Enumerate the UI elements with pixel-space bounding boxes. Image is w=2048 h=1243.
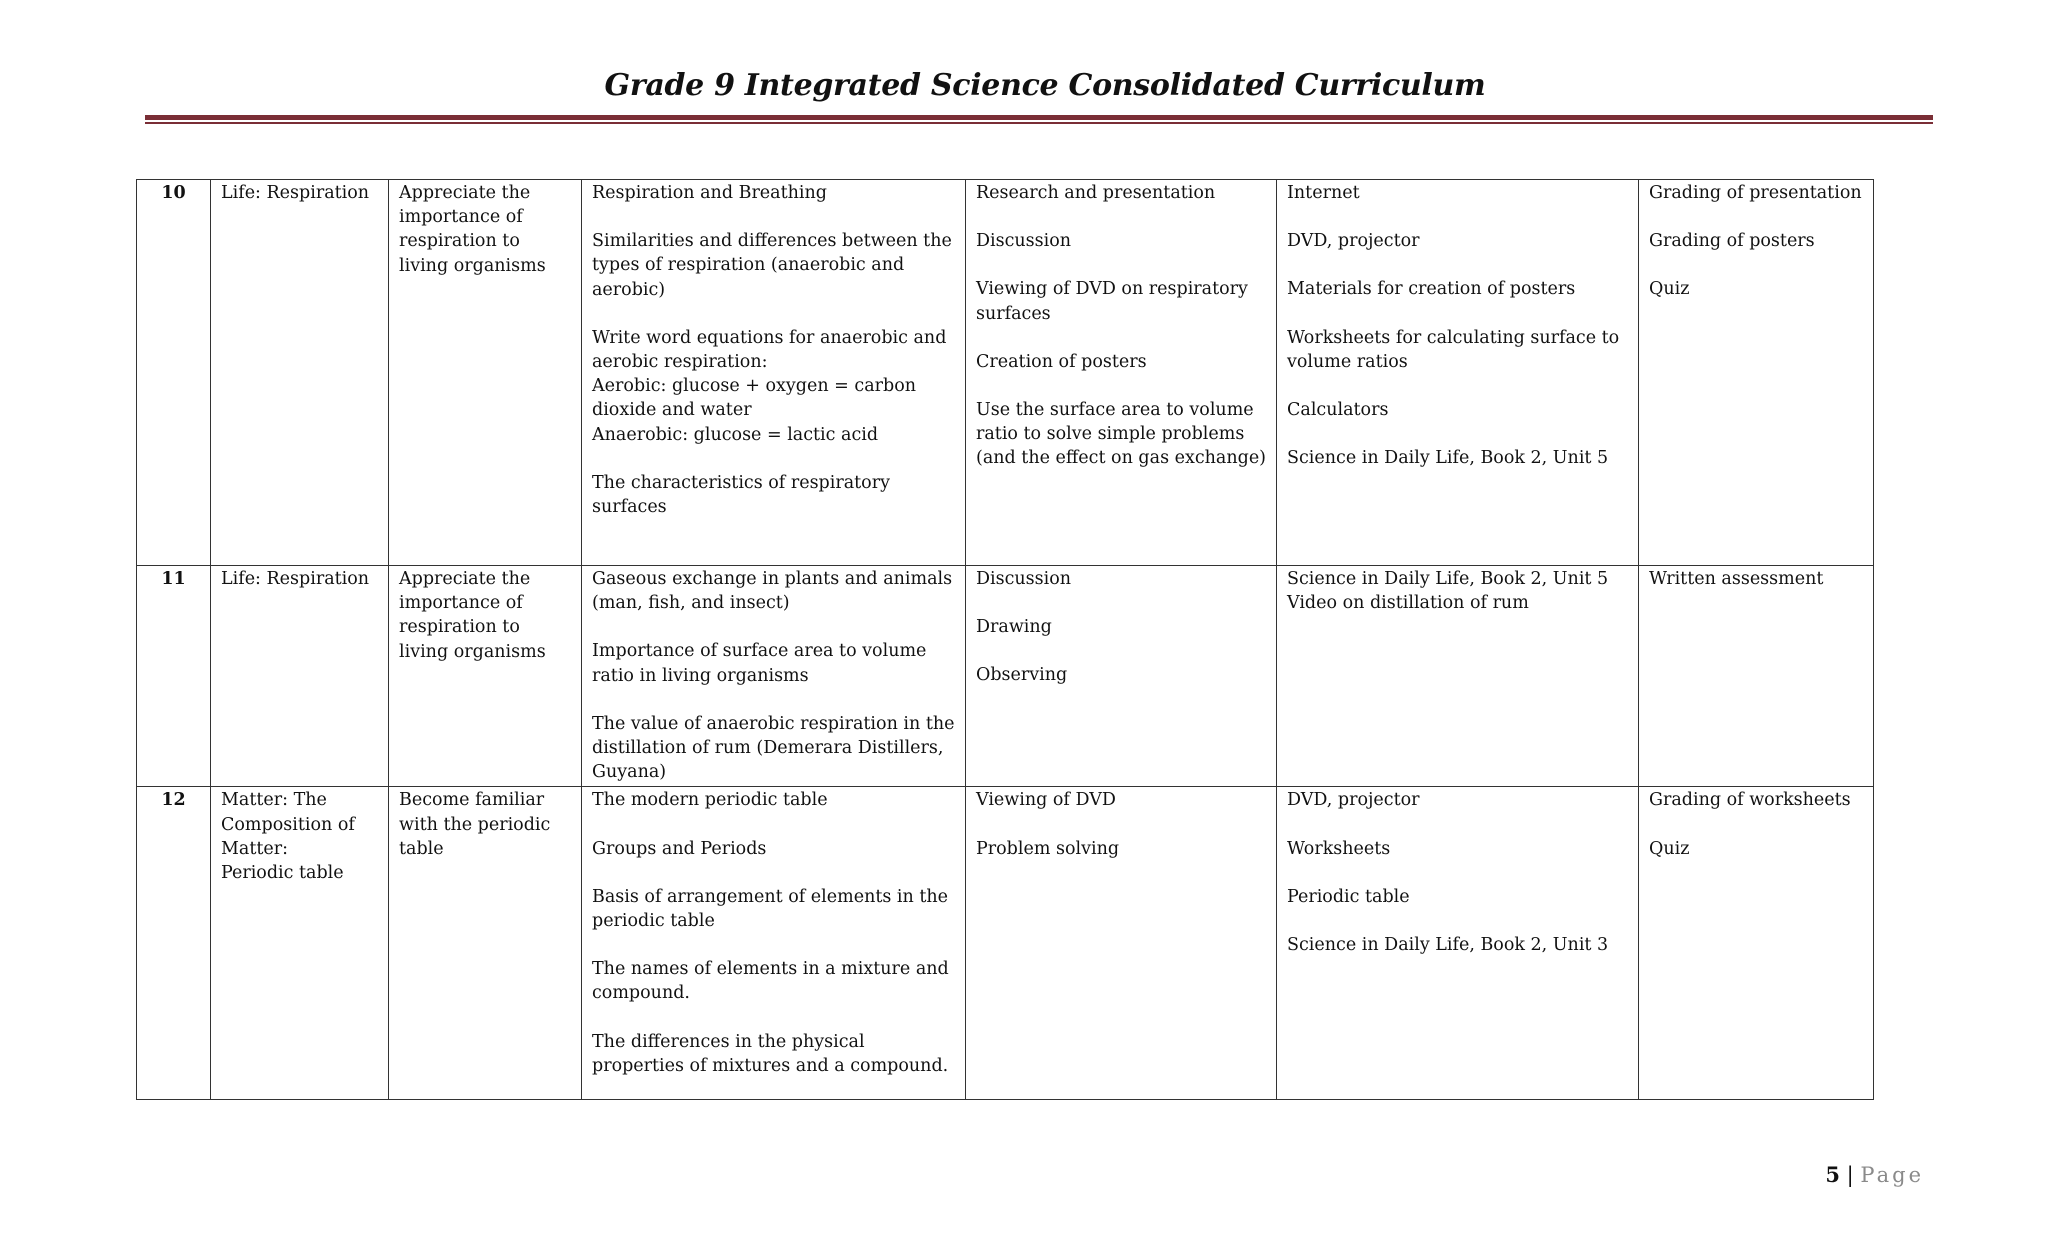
paragraph-gap [1649, 813, 1863, 837]
objective-line: living organisms [399, 641, 546, 662]
paragraph-gap [1287, 813, 1628, 837]
topic-cell [211, 787, 389, 1100]
content-line: Gaseous exchange in plants and animals [592, 569, 953, 589]
paragraph-gap [1649, 205, 1863, 229]
topic-line: Life: Respiration [221, 183, 370, 203]
topic-line: Composition of [221, 814, 355, 835]
resources-line: Worksheets for calculating surface to [1287, 327, 1620, 348]
content-line: The modern periodic table [592, 790, 828, 811]
page-footer [1825, 1162, 1924, 1187]
content-line: ratio in living organisms [592, 665, 809, 686]
resources-line: Materials for creation of posters [1287, 279, 1576, 300]
paragraph-gap [592, 615, 955, 639]
activities-line: Discussion [976, 569, 1072, 589]
paragraph-gap [976, 205, 1266, 229]
resources-line: DVD, projector [1287, 790, 1420, 811]
objective-line: respiration to [399, 231, 520, 252]
table-row [137, 180, 1874, 566]
activities-line: Viewing of DVD on respiratory [976, 279, 1248, 300]
assessment-cell [1639, 566, 1874, 787]
paragraph-gap [1287, 861, 1628, 885]
topic-cell [211, 566, 389, 787]
table-body [137, 180, 1874, 1100]
activities-cell [966, 787, 1277, 1100]
assessment-line: Grading of presentation [1649, 183, 1862, 203]
paragraph-gap [976, 813, 1266, 837]
content-line: surfaces [592, 497, 667, 518]
table-row [137, 787, 1874, 1100]
content-line: Similarities and differences between the [592, 231, 952, 252]
activities-cell [966, 180, 1277, 566]
content-line: The names of elements in a mixture and [592, 959, 949, 980]
objective-cell [389, 787, 582, 1100]
resources-line: Calculators [1287, 400, 1389, 421]
paragraph-gap [592, 1006, 955, 1030]
resources-cell [1277, 787, 1639, 1100]
paragraph-gap [976, 374, 1266, 398]
resources-line: Periodic table [1287, 886, 1410, 907]
activities-line: ratio to solve simple problems [976, 424, 1245, 445]
objective-line: importance of [399, 207, 523, 228]
objective-line: Appreciate the [399, 183, 531, 203]
page-separator: | [1846, 1163, 1854, 1187]
activities-line: Problem solving [976, 838, 1120, 859]
topic-line: Matter: The [221, 790, 327, 811]
header-rule [145, 115, 1933, 120]
resources-cell [1277, 566, 1639, 787]
paragraph-gap [976, 326, 1266, 350]
content-line: The characteristics of respiratory [592, 472, 890, 493]
objective-line: Appreciate the [399, 569, 531, 589]
resources-line: Science in Daily Life, Book 2, Unit 5 [1287, 448, 1609, 469]
paragraph-gap [592, 447, 955, 471]
page-title: Grade 9 Integrated Science Consolidated Curriculum [604, 68, 1486, 103]
paragraph-gap [1287, 909, 1628, 933]
page-number: 5 [1825, 1162, 1840, 1187]
objective-line: Become familiar [399, 790, 545, 811]
objective-line: importance of [399, 593, 523, 614]
resources-line: DVD, projector [1287, 231, 1420, 252]
paragraph-gap [1287, 205, 1628, 229]
week-number-cell: 11 [137, 566, 211, 787]
content-line: The value of anaerobic respiration in the [592, 713, 955, 734]
content-line: dioxide and water [592, 400, 752, 421]
content-line: compound. [592, 983, 690, 1004]
paragraph-gap [976, 639, 1266, 663]
objective-cell [389, 566, 582, 787]
paragraph-gap [1287, 302, 1628, 326]
paragraph-gap [592, 205, 955, 229]
resources-line: Worksheets [1287, 838, 1391, 859]
content-line: aerobic respiration: [592, 352, 768, 373]
content-line: Guyana) [592, 762, 667, 783]
paragraph-gap [592, 861, 955, 885]
curriculum-table [136, 179, 1874, 1100]
paragraph-gap [592, 813, 955, 837]
resources-line: Science in Daily Life, Book 2, Unit 3 [1287, 935, 1609, 956]
activities-line: (and the effect on gas exchange) [976, 448, 1266, 469]
objective-line: living organisms [399, 255, 546, 276]
assessment-line: Quiz [1649, 838, 1690, 859]
assessment-line: Grading of worksheets [1649, 790, 1851, 811]
content-line: Respiration and Breathing [592, 183, 827, 203]
assessment-line: Grading of posters [1649, 231, 1815, 252]
resources-cell [1277, 180, 1639, 566]
topic-line: Life: Respiration [221, 569, 370, 589]
header-rule-thin [145, 122, 1933, 124]
topic-cell [211, 180, 389, 566]
assessment-cell [1639, 787, 1874, 1100]
resources-line: volume ratios [1287, 351, 1408, 372]
content-cell [582, 787, 966, 1100]
paragraph-gap [592, 688, 955, 712]
content-line: distillation of rum (Demerara Distillers, [592, 738, 944, 759]
activities-line: Discussion [976, 231, 1072, 252]
content-line: Importance of surface area to volume [592, 641, 927, 662]
assessment-cell [1639, 180, 1874, 566]
content-line: Anaerobic: glucose = lactic acid [592, 424, 879, 445]
paragraph-gap [592, 302, 955, 326]
resources-line: Science in Daily Life, Book 2, Unit 5 [1287, 569, 1609, 589]
content-line: types of respiration (anaerobic and [592, 255, 905, 276]
paragraph-gap [1649, 253, 1863, 277]
activities-line: Viewing of DVD [976, 790, 1116, 811]
activities-line: Drawing [976, 617, 1052, 638]
content-line: (man, fish, and insect) [592, 593, 790, 614]
paragraph-gap [1287, 422, 1628, 446]
content-line: Groups and Periods [592, 838, 767, 859]
week-number-cell: 12 [137, 787, 211, 1100]
content-cell [582, 180, 966, 566]
content-line: Write word equations for anaerobic and [592, 327, 947, 348]
resources-line: Video on distillation of rum [1287, 593, 1529, 614]
paragraph-gap [976, 591, 1266, 615]
topic-line: Periodic table [221, 863, 344, 884]
topic-line: Matter: [221, 838, 289, 859]
paragraph-gap [1287, 374, 1628, 398]
content-line: properties of mixtures and a compound. [592, 1055, 949, 1076]
activities-cell [966, 566, 1277, 787]
objective-line: with the periodic [399, 814, 551, 835]
objective-line: respiration to [399, 617, 520, 638]
paragraph-gap [976, 253, 1266, 277]
activities-line: Creation of posters [976, 351, 1147, 372]
resources-line: Internet [1287, 183, 1360, 203]
content-line: The differences in the physical [592, 1031, 865, 1052]
paragraph-gap [592, 933, 955, 957]
assessment-line: Quiz [1649, 279, 1690, 300]
activities-line: Observing [976, 665, 1068, 686]
content-line: periodic table [592, 911, 715, 932]
week-number-cell: 10 [137, 180, 211, 566]
activities-line: Research and presentation [976, 183, 1216, 203]
activities-line: Use the surface area to volume [976, 400, 1254, 421]
content-line: Aerobic: glucose + oxygen = carbon [592, 376, 917, 397]
objective-line: table [399, 838, 444, 859]
assessment-line: Written assessment [1649, 569, 1824, 589]
objective-cell [389, 180, 582, 566]
page-label: Page [1860, 1163, 1924, 1187]
activities-line: surfaces [976, 303, 1051, 324]
content-line: aerobic) [592, 279, 666, 300]
content-cell [582, 566, 966, 787]
paragraph-gap [1287, 253, 1628, 277]
content-line: Basis of arrangement of elements in the [592, 886, 949, 907]
table-row [137, 566, 1874, 787]
